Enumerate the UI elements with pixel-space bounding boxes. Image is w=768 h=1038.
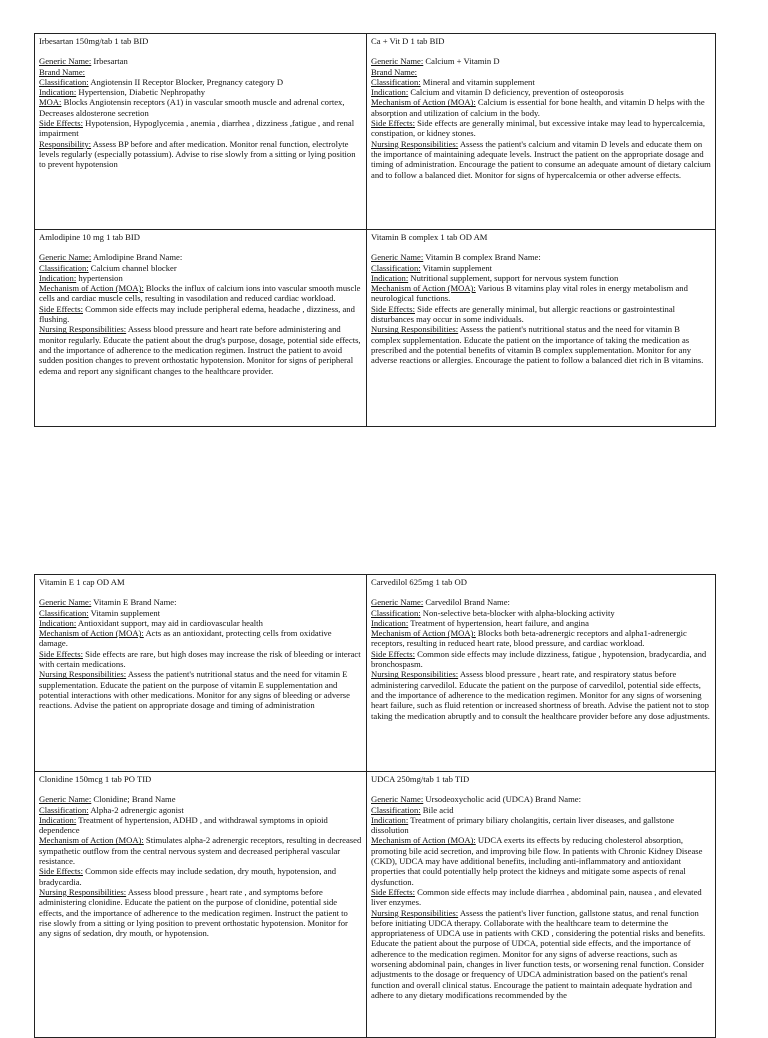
field-value: Calcium + Vitamin D bbox=[423, 56, 500, 67]
drug-card-table-bottom bbox=[34, 574, 716, 1038]
field-label: Nursing Responsibilities: bbox=[371, 138, 459, 149]
drug-card-title: Amlodipine 10 mg 1 tab BID bbox=[39, 232, 140, 242]
drug-card-field bbox=[39, 304, 362, 325]
field-label: Brand Name: bbox=[39, 66, 86, 77]
field-label: Classification: bbox=[371, 262, 421, 273]
drug-card-field bbox=[371, 908, 711, 1001]
field-label: Brand Name: bbox=[371, 66, 418, 77]
drug-card-field bbox=[39, 866, 362, 887]
field-value: Blocks Angiotensin receptors (A1) in vascular smooth muscle and adrenal cortex, Decreases aldosterone secretion bbox=[39, 97, 345, 118]
field-value: Amlodipine Brand Name: bbox=[91, 252, 183, 263]
field-label: Indication: bbox=[371, 272, 409, 283]
drug-card-field bbox=[39, 263, 362, 273]
drug-card-field bbox=[39, 805, 362, 815]
drug-card-field bbox=[39, 815, 362, 836]
field-value: Various B vitamins play vital roles in energy metabolism and neurological functions. bbox=[371, 283, 688, 304]
field-value: Ursodeoxycholic acid (UDCA) Brand Name: bbox=[423, 794, 582, 805]
drug-card-field bbox=[39, 669, 362, 710]
field-value: Clonidine; Brand Name bbox=[91, 794, 176, 805]
drug-card-field bbox=[371, 608, 711, 618]
field-label: Side Effects: bbox=[371, 886, 415, 897]
field-value: Assess BP before and after medication. Monitor renal function, electrolyte levels regularly (especially potassium). Advise to rise slowly from a sitting or lying position to prevent hypotension bbox=[39, 138, 356, 170]
field-value: Acts as an antioxidant, protecting cells from oxidative damage. bbox=[39, 628, 332, 649]
drug-card-field bbox=[371, 139, 711, 180]
field-label: Indication: bbox=[371, 814, 409, 825]
drug-card-field bbox=[39, 628, 362, 649]
field-value: Calcium is essential for bone health, and vitamin D helps with the absorption and utilization of calcium in the body. bbox=[371, 97, 705, 118]
drug-card-field bbox=[39, 252, 362, 262]
field-value: UDCA exerts its effects by reducing cholesterol absorption, promoting bile acid secretion, and improving bile flow. In patients with Chronic Kidney Disease (CKD), UDCA may have additional benefits, including anti-inflammatory and antioxidant properties that could potentially help protect the kidneys and mitigate some aspects of renal dysfunction. bbox=[371, 835, 703, 887]
drug-card-field bbox=[371, 118, 711, 139]
field-value: Assess blood pressure and heart rate before administering and monitor regularly. Educate the patient about the drug's purpose, dosage, potential side effects, and the importance of adherence to the medication regimen. Instruct the patient to avoid sudden position changes to prevent orthostatic hypotension. Monitor for signs of peripheral edema and report any significant changes to the healthcare provider. bbox=[39, 324, 361, 376]
drug-card bbox=[35, 772, 367, 1038]
drug-card-field bbox=[371, 628, 711, 649]
drug-card-field bbox=[371, 77, 711, 87]
field-value: Stimulates alpha-2 adrenergic receptors, resulting in decreased sympathetic outflow from the central nervous system and decreased peripheral vascular resistance. bbox=[39, 835, 362, 867]
field-label: Responsibility: bbox=[39, 138, 92, 149]
field-label: Mechanism of Action (MOA): bbox=[371, 97, 476, 108]
field-value: Treatment of hypertension, heart failure, and angina bbox=[408, 617, 589, 628]
field-label: Side Effects: bbox=[371, 303, 415, 314]
drug-card-title: UDCA 250mg/tab 1 tab TID bbox=[371, 774, 470, 784]
field-label: Mechanism of Action (MOA): bbox=[371, 628, 476, 639]
drug-card-field bbox=[371, 324, 711, 365]
drug-card-field bbox=[371, 252, 711, 262]
field-label: Side Effects: bbox=[371, 648, 415, 659]
drug-card-title: Vitamin B complex 1 tab OD AM bbox=[371, 232, 488, 242]
field-label: Nursing Responsibilities: bbox=[371, 669, 459, 680]
drug-card-field bbox=[371, 794, 711, 804]
field-value: Assess the patient's calcium and vitamin D levels and educate them on the importance of maintaining adequate levels. Instruct the patient on the appropriate dosage and timing of administration. Encourage the patient to consume an adequate amount of dietary calcium and to follow a balanced diet. Monitor for signs of hypercalcemia or other adverse effects. bbox=[371, 138, 711, 180]
field-label: Generic Name: bbox=[39, 597, 92, 608]
field-label: Generic Name: bbox=[371, 794, 424, 805]
drug-card-title: Clonidine 150mcg 1 tab PO TID bbox=[39, 774, 152, 784]
field-label: Generic Name: bbox=[371, 56, 424, 67]
drug-card-field bbox=[371, 649, 711, 670]
drug-card-field bbox=[39, 324, 362, 375]
field-label: Side Effects: bbox=[39, 866, 83, 877]
drug-card-field bbox=[39, 56, 362, 66]
drug-card-field bbox=[39, 618, 362, 628]
drug-card-title: Ca + Vit D 1 tab BID bbox=[371, 36, 445, 46]
field-value: Carvedilol Brand Name: bbox=[423, 597, 510, 608]
drug-card-field bbox=[371, 815, 711, 836]
field-label: Indication: bbox=[39, 272, 77, 283]
drug-card bbox=[35, 34, 367, 230]
field-label: Nursing Responsibilities: bbox=[371, 324, 459, 335]
field-value: Angiotensin II Receptor Blocker, Pregnancy category D bbox=[88, 76, 284, 87]
field-value: Common side effects may include dizziness, fatigue , hypotension, bradycardia, and bronchospasm. bbox=[371, 648, 707, 670]
drug-card-field bbox=[371, 97, 711, 118]
drug-card bbox=[367, 575, 716, 772]
field-label: Indication: bbox=[39, 814, 77, 825]
field-label: Nursing Responsibilities: bbox=[39, 324, 127, 335]
field-label: Generic Name: bbox=[371, 597, 424, 608]
field-label: Indication: bbox=[371, 617, 409, 628]
field-label: MOA: bbox=[39, 97, 62, 108]
drug-card-table-top bbox=[34, 33, 716, 427]
field-label: Classification: bbox=[371, 804, 421, 815]
drug-card-field bbox=[371, 304, 711, 325]
field-label: Mechanism of Action (MOA): bbox=[371, 283, 476, 294]
field-value: Common side effects may include sedation, dry mouth, hypotension, and bradycardia. bbox=[39, 866, 337, 887]
field-label: Generic Name: bbox=[39, 794, 92, 805]
field-label: Classification: bbox=[39, 804, 89, 815]
field-value: hypertension bbox=[76, 272, 123, 283]
field-value: Irbesartan bbox=[91, 56, 128, 67]
field-value: Blocks the influx of calcium ions into vascular smooth muscle cells and cardiac muscle cells, resulting in vasodilation and reduced cardiac workload. bbox=[39, 283, 361, 304]
field-value: Alpha-2 adrenergic agonist bbox=[88, 804, 184, 815]
drug-card-field bbox=[39, 283, 362, 304]
field-label: Side Effects: bbox=[371, 118, 415, 129]
drug-card-field bbox=[39, 887, 362, 938]
field-value: Treatment of hypertension, ADHD , and withdrawal symptoms in opioid dependence bbox=[39, 814, 328, 836]
field-value: Vitamin E Brand Name: bbox=[91, 597, 177, 608]
field-value: Common side effects may include diarrhea , abdominal pain, nausea , and elevated liver enzymes. bbox=[371, 886, 702, 908]
drug-card-field bbox=[371, 618, 711, 628]
field-value: Calcium and vitamin D deficiency, prevention of osteoporosis bbox=[408, 87, 624, 98]
field-value: Blocks both beta-adrenergic receptors and alpha1-adrenergic receptors, resulting in reduced heart rate, blood pressure, and cardiac workload. bbox=[371, 628, 687, 649]
field-label: Nursing Responsibilities: bbox=[371, 907, 459, 918]
field-value: Assess blood pressure , heart rate, and respiratory status before administering carvedilol. Educate the patient on the purpose of carvedilol, potential side effects, and the importance of adherence to the medication regimen. Monitor for any signs of worsening heart failure, such as fluid retention or increased shortness of breath. Advise the patient not to stop taking the medication abruptly and to consult the healthcare provider before any dose adjustments. bbox=[371, 669, 710, 721]
field-value: Treatment of primary biliary cholangitis, certain liver diseases, and gallstone dissolution bbox=[371, 814, 675, 836]
drug-card-field bbox=[371, 263, 711, 273]
drug-card-field bbox=[39, 67, 362, 77]
field-label: Generic Name: bbox=[39, 252, 92, 263]
field-label: Indication: bbox=[39, 87, 77, 98]
field-label: Indication: bbox=[39, 617, 77, 628]
drug-card-field bbox=[39, 273, 362, 283]
drug-card-field bbox=[39, 97, 362, 118]
field-value: Common side effects may include peripheral edema, headache , dizziness, and flushing. bbox=[39, 303, 355, 325]
field-label: Mechanism of Action (MOA): bbox=[39, 835, 144, 846]
drug-card-field bbox=[39, 87, 362, 97]
drug-card bbox=[35, 230, 367, 427]
drug-card-field bbox=[39, 77, 362, 87]
drug-card bbox=[367, 230, 716, 427]
drug-card-field bbox=[39, 139, 362, 170]
field-label: Indication: bbox=[371, 87, 409, 98]
field-label: Mechanism of Action (MOA): bbox=[39, 628, 144, 639]
field-value: Vitamin supplement bbox=[420, 262, 493, 273]
field-label: Mechanism of Action (MOA): bbox=[371, 835, 476, 846]
drug-card-field bbox=[39, 608, 362, 618]
field-value: Assess the patient's liver function, gallstone status, and renal function before initiating UDCA therapy. Collaborate with the healthcare team to determine the appropriateness of UDCA use in patients with CKD , considering the potential risks and benefits. Educate the patient about the purpose of UDCA, potential side effects, and the importance of adherence to the medication regimen. Monitor for any signs of adverse reactions, such as worsening abdominal pain, changes in liver function tests, or worsening renal function. Consider adjustments to the dosage or frequency of UDCA administration based on the patient's renal function and overall clinical status. Encourage the patient to maintain adequate hydration and adhere to any dietary modifications recommended by the bbox=[371, 907, 706, 1000]
drug-card bbox=[35, 575, 367, 772]
field-label: Classification: bbox=[39, 262, 89, 273]
field-value: Hypertension, Diabetic Nephropathy bbox=[76, 87, 206, 98]
field-value: Side effects are generally minimal, but allergic reactions or gastrointestinal disturbances may occur in some individuals. bbox=[371, 303, 676, 325]
drug-card-field bbox=[371, 597, 711, 607]
drug-card-field bbox=[39, 597, 362, 607]
drug-card-field bbox=[39, 835, 362, 866]
drug-card-field bbox=[371, 283, 711, 304]
field-value: Hypotension, Hypoglycemia , anemia , diarrhea , dizziness ,fatigue , and renal impairment bbox=[39, 118, 355, 139]
drug-card-field bbox=[371, 87, 711, 97]
field-value: Non-selective beta-blocker with alpha-blocking activity bbox=[420, 607, 615, 618]
field-value: Side effects are generally minimal, but excessive intake may lead to hypercalcemia, constipation, or kidney stones. bbox=[371, 118, 706, 139]
drug-card-field bbox=[371, 835, 711, 886]
field-label: Side Effects: bbox=[39, 303, 83, 314]
field-label: Side Effects: bbox=[39, 118, 83, 129]
drug-card-field bbox=[371, 805, 711, 815]
drug-card-field bbox=[371, 669, 711, 720]
drug-card-title: Carvedilol 625mg 1 tab OD bbox=[371, 577, 467, 587]
field-label: Generic Name: bbox=[371, 252, 424, 263]
field-label: Classification: bbox=[371, 607, 421, 618]
field-label: Mechanism of Action (MOA): bbox=[39, 283, 144, 294]
field-value: Mineral and vitamin supplement bbox=[420, 76, 535, 87]
drug-card-field bbox=[371, 67, 711, 77]
field-label: Nursing Responsibilities: bbox=[39, 886, 127, 897]
field-label: Nursing Responsibilities: bbox=[39, 669, 127, 680]
field-value: Assess blood pressure , heart rate , and symptoms before administering clonidine. Educate the patient on the purpose of clonidine, potential side effects, and the importance of adherence to the medication regimen. Instruct the patient to rise slowly from a sitting or lying position to prevent orthostatic hypotension. Monitor for any signs of sedation, dry mouth, or hypotension. bbox=[39, 886, 348, 939]
field-value: Calcium channel blocker bbox=[88, 262, 177, 273]
drug-card-field bbox=[371, 56, 711, 66]
drug-card-title: Vitamin E 1 cap OD AM bbox=[39, 577, 125, 587]
field-value: Nutritional supplement, support for nervous system function bbox=[408, 272, 619, 283]
drug-card-field bbox=[39, 794, 362, 804]
field-value: Side effects are rare, but high doses may increase the risk of bleeding or interact with certain medications. bbox=[39, 648, 361, 670]
field-label: Generic Name: bbox=[39, 56, 92, 67]
field-label: Classification: bbox=[39, 607, 89, 618]
field-label: Side Effects: bbox=[39, 648, 83, 659]
field-label: Classification: bbox=[371, 76, 421, 87]
drug-card-field bbox=[39, 118, 362, 139]
field-value: Vitamin supplement bbox=[88, 607, 161, 618]
drug-card bbox=[367, 34, 716, 230]
drug-card bbox=[367, 772, 716, 1038]
drug-card-field bbox=[371, 887, 711, 908]
drug-card-field bbox=[39, 649, 362, 670]
field-value: Vitamin B complex Brand Name: bbox=[423, 252, 541, 263]
field-value: Assess the patient's nutritional status and the need for vitamin E supplementation. Educate the patient on the purpose of vitamin E supplementation and potential interactions with other medications. Monitor for any signs of bleeding or adverse reactions. Advise the patient on appropriate dosage and timing of administration bbox=[39, 669, 350, 711]
field-label: Classification: bbox=[39, 76, 89, 87]
drug-card-field bbox=[371, 273, 711, 283]
field-value: Assess the patient's nutritional status and the need for vitamin B complex supplementation. Educate the patient on the importance of taking the medication as prescribed and the potential benefits of vitamin B complex supplementation. Monitor for any adverse reactions or allergies. Encourage the patient to follow a balanced diet rich in B vitamins. bbox=[371, 324, 704, 366]
field-value: Bile acid bbox=[420, 804, 454, 815]
field-value: Antioxidant support, may aid in cardiovascular health bbox=[76, 617, 263, 628]
drug-card-title: Irbesartan 150mg/tab 1 tab BID bbox=[39, 36, 149, 46]
